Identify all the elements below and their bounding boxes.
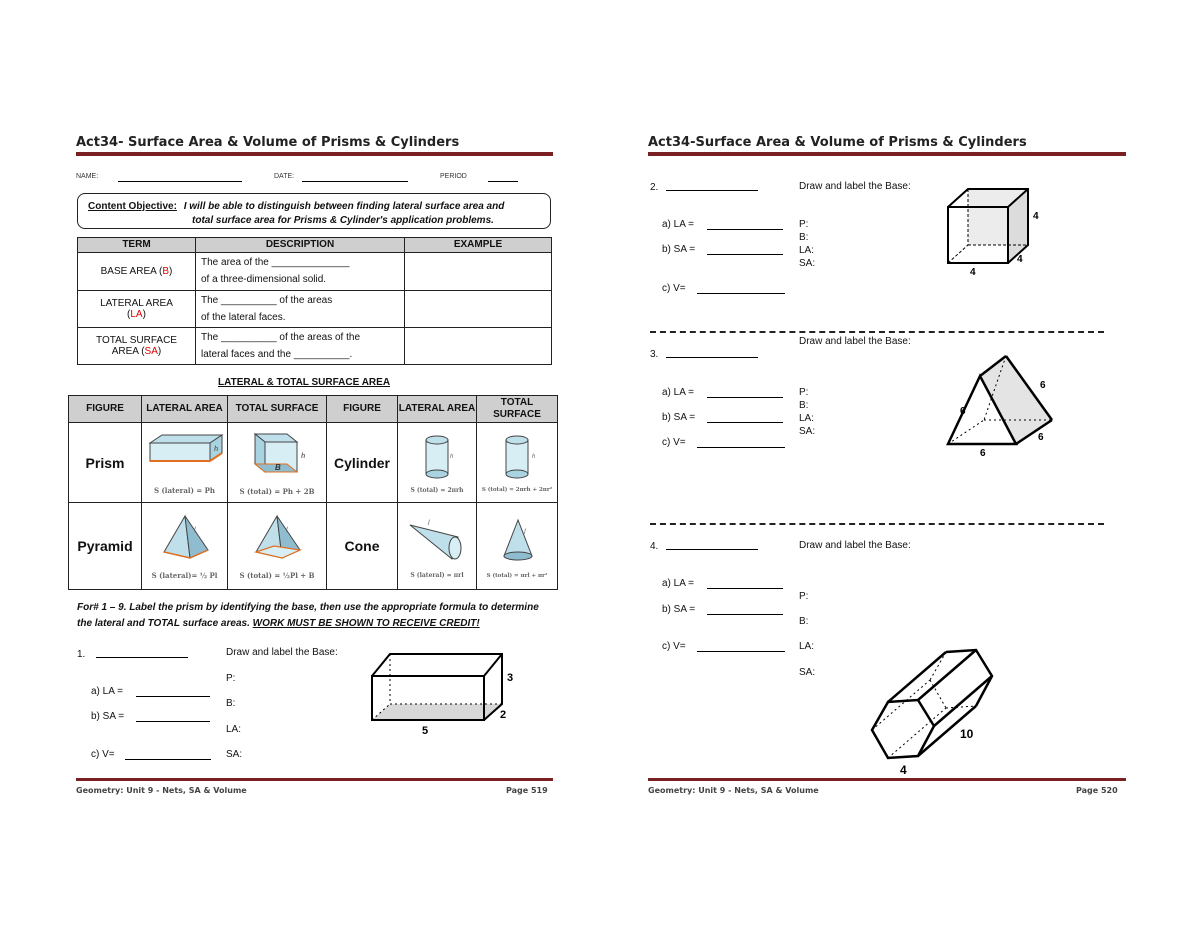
divider-q2-q3 (650, 331, 1104, 333)
right-footer-rule (648, 778, 1126, 781)
q4-dim-length: 10 (960, 727, 974, 741)
q1-dim-3: 3 (507, 672, 514, 684)
q3-la-field[interactable] (707, 385, 783, 398)
q4-b-label: B: (799, 616, 809, 627)
content-objective-box (77, 193, 551, 229)
q1-sa-prompt: b) SA = (91, 711, 125, 722)
cone-label: Cone (327, 503, 398, 590)
cylinder-lateral-cell (398, 423, 477, 503)
q3-number: 3. (650, 349, 659, 360)
right-page-title: Act34-Surface Area & Volume of Prisms & Cylinders (648, 135, 1027, 150)
cylinder-total-cell (477, 423, 558, 503)
term-total-surface-area: TOTAL SURFACE AREA (SA) (78, 328, 196, 365)
svg-text:l: l (286, 527, 288, 534)
prism-lateral-cell (142, 423, 228, 503)
pyramid-label: Pyramid (69, 503, 142, 590)
q4-dim-side: 4 (900, 763, 907, 777)
q1-sa-label: SA: (226, 749, 243, 760)
q4-la-prompt: a) LA = (662, 578, 694, 589)
q2-v-prompt: c) V= (662, 283, 686, 294)
cylinder-lateral-diagram (402, 432, 472, 482)
pyramid-total-cell (228, 503, 327, 590)
q4-v-field[interactable] (697, 639, 785, 652)
svg-text:h: h (301, 452, 306, 460)
svg-text:l: l (193, 527, 196, 534)
figure-header: FIGURE (69, 396, 142, 423)
formulas-table (68, 395, 558, 590)
q1-la-prompt: a) LA = (91, 686, 123, 697)
objective-label: Content Objective: (88, 201, 177, 212)
cylinder-total-formula: S (total) = 2πrh + 2πr² (481, 487, 553, 493)
prism-total-formula: S (total) = Ph + 2B (239, 486, 315, 496)
left-footer-text: Geometry: Unit 9 - Nets, SA & Volume (76, 786, 247, 795)
period-field[interactable] (488, 171, 518, 182)
objective-line-1: I will be able to distinguish between finding lateral surface area and (183, 201, 505, 212)
q2-v-field[interactable] (697, 281, 785, 294)
q4-answer-field[interactable] (666, 537, 758, 550)
term-row (78, 253, 552, 291)
q4-p-label: P: (799, 591, 809, 602)
q2-cube-diagram (942, 185, 1042, 280)
q4-v-prompt: c) V= (662, 641, 686, 652)
name-field[interactable] (118, 171, 242, 182)
term-lateral-area-example[interactable] (405, 291, 552, 328)
q4-la-label: LA: (799, 641, 815, 652)
prism-lateral-diagram (144, 431, 226, 481)
left-page-title: Act34- Surface Area & Volume of Prisms & Cylinders (76, 135, 460, 150)
q1-v-field[interactable] (125, 747, 211, 760)
q3-v-prompt: c) V= (662, 437, 686, 448)
left-title-rule (76, 152, 553, 156)
svg-text:h: h (532, 454, 536, 460)
q3-dim-edge: 6 (1038, 432, 1044, 443)
q3-answer-labels: P: B: LA: SA: (799, 387, 816, 437)
q1-draw-label: Draw and label the Base: (226, 647, 338, 658)
example-header: EXAMPLE (405, 238, 552, 253)
prism-total-cell (228, 423, 327, 503)
right-title-rule (648, 152, 1126, 156)
q3-dim-side: 6 (960, 406, 966, 417)
name-label: NAME: (76, 173, 99, 180)
figure-header-2: FIGURE (327, 396, 398, 423)
term-row (78, 291, 552, 328)
cone-lateral-diagram (402, 513, 472, 567)
q3-answer-field[interactable] (666, 345, 758, 358)
q2-answer-labels: P: B: LA: SA: (799, 219, 816, 269)
total-surface-header: TOTAL SURFACE (228, 396, 327, 423)
term-base-area-example[interactable] (405, 253, 552, 291)
prism-label: Prism (69, 423, 142, 503)
q3-triangular-prism-diagram (940, 348, 1060, 460)
divider-q3-q4 (650, 523, 1104, 525)
lateral-area-header-2: LATERAL AREA (398, 396, 477, 423)
q1-sa-field[interactable] (136, 709, 210, 722)
cone-total-cell (477, 503, 558, 590)
q2-la-prompt: a) LA = (662, 219, 694, 230)
svg-text:l: l (524, 528, 526, 536)
q3-sa-field[interactable] (707, 410, 783, 423)
q2-draw-label: Draw and label the Base: (799, 181, 911, 192)
q2-sa-prompt: b) SA = (662, 244, 696, 255)
q1-b-label: B: (226, 698, 236, 709)
q3-la-prompt: a) LA = (662, 387, 694, 398)
q2-answer-field[interactable] (666, 178, 758, 191)
q3-draw-label: Draw and label the Base: (799, 336, 911, 347)
term-row (78, 328, 552, 365)
lateral-area-header: LATERAL AREA (142, 396, 228, 423)
right-page-number: Page 520 (1076, 786, 1118, 795)
right-footer-text: Geometry: Unit 9 - Nets, SA & Volume (648, 786, 819, 795)
pyramid-lateral-diagram (150, 512, 220, 566)
lateral-total-heading: LATERAL & TOTAL SURFACE AREA (218, 377, 391, 388)
term-header: TERM (78, 238, 196, 253)
q2-la-field[interactable] (707, 217, 783, 230)
q1-p-label: P: (226, 673, 236, 684)
svg-text:h: h (213, 445, 218, 453)
q1-la-field[interactable] (136, 684, 210, 697)
term-lateral-area: LATERAL AREA (LA) (78, 291, 196, 328)
date-label: DATE: (274, 173, 295, 180)
q1-dim-2: 2 (500, 709, 507, 721)
cone-total-formula: S (total) = πrl + πr² (486, 572, 548, 579)
q1-v-prompt: c) V= (91, 749, 115, 760)
q1-la-label: LA: (226, 724, 242, 735)
q2-number: 2. (650, 182, 659, 193)
cylinder-label: Cylinder (327, 423, 398, 503)
q1-answer-field[interactable] (96, 645, 188, 658)
term-base-area-desc: The area of the ______________ of a three-dimensional solid. (196, 253, 405, 291)
pyramid-total-diagram (242, 512, 312, 566)
q3-sa-prompt: b) SA = (662, 412, 696, 423)
objective-line-2: total surface area for Prisms & Cylinder's application problems. (192, 215, 494, 226)
cone-total-diagram (482, 514, 552, 568)
term-total-surface-area-example[interactable] (405, 328, 552, 365)
q1-prism-diagram (366, 650, 526, 740)
q4-sa-prompt: b) SA = (662, 604, 696, 615)
pyramid-lateral-cell (142, 503, 228, 590)
period-label: PERIOD (440, 173, 467, 180)
q2-dim-width: 4 (970, 267, 976, 278)
q4-number: 4. (650, 541, 659, 552)
q4-draw-label: Draw and label the Base: (799, 540, 911, 551)
q3-v-field[interactable] (697, 435, 785, 448)
description-header: DESCRIPTION (196, 238, 405, 253)
term-total-surface-area-desc: The __________ of the areas of the lateral faces and the __________. (196, 328, 405, 365)
total-surface-header-2: TOTAL SURFACE (477, 396, 558, 423)
prism-lateral-formula: S (lateral) = Ph (154, 485, 215, 495)
left-footer-rule (76, 778, 553, 781)
svg-text:h: h (450, 453, 454, 460)
q2-sa-field[interactable] (707, 242, 783, 255)
svg-text:B: B (275, 462, 281, 472)
terms-table (77, 237, 552, 365)
q4-sa-field[interactable] (707, 602, 783, 615)
q3-dim-length: 6 (1040, 380, 1046, 391)
instructions: For# 1 – 9. Label the prism by identifying the base, then use the appropriate formula to determine the lateral and TOTAL surface areas. WORK MUST BE SHOWN TO RECEIVE CREDIT! (77, 602, 539, 629)
q4-hexagonal-prism-diagram (862, 640, 1002, 778)
term-lateral-area-desc: The __________ of the areas of the lateral faces. (196, 291, 405, 328)
q3-dim-base: 6 (980, 448, 986, 459)
cylinder-total-diagram (482, 432, 552, 482)
q1-number: 1. (77, 649, 86, 660)
pyramid-lateral-formula: S (lateral)= ½ Pl (151, 571, 218, 580)
cone-lateral-formula: S (lateral) = πrl (410, 572, 464, 579)
q1-dim-5: 5 (422, 725, 429, 737)
date-field[interactable] (302, 171, 408, 182)
q2-dim-depth: 4 (1017, 254, 1023, 265)
q4-sa-label: SA: (799, 667, 816, 678)
cone-lateral-cell (398, 503, 477, 590)
term-base-area: BASE AREA (B) (78, 253, 196, 291)
cylinder-lateral-formula: S (total) = 2πrh (410, 486, 464, 494)
left-page-number: Page 519 (506, 786, 548, 795)
svg-text:l: l (428, 520, 430, 527)
prism-total-diagram (237, 430, 317, 482)
pyramid-total-formula: S (total) = ½Pl + B (239, 571, 315, 580)
q2-dim-height: 4 (1033, 211, 1039, 222)
q4-la-field[interactable] (707, 576, 783, 589)
